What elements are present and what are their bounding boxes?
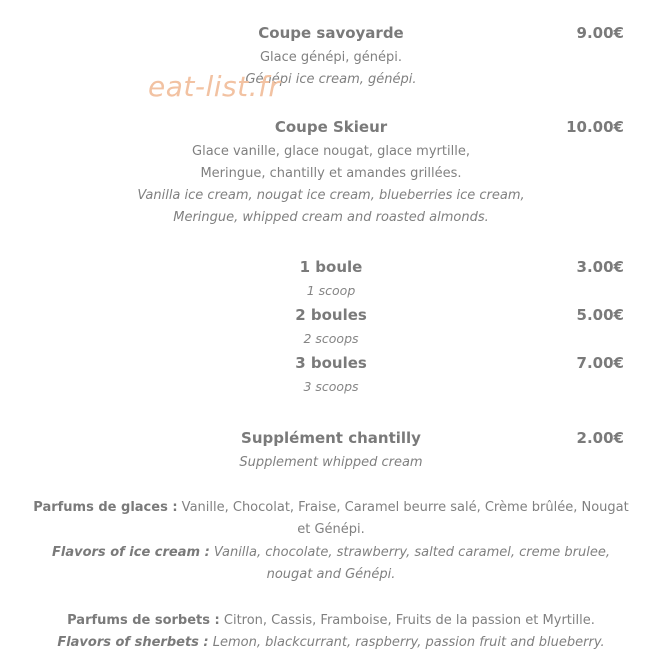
- sorbet-flavors-fr-text: Citron, Cassis, Framboise, Fruits de la passion et Myrtille.: [219, 613, 595, 628]
- ice-flavors-fr-line2: et Génépi.: [297, 522, 365, 537]
- item-description-en: 1 scoop: [306, 283, 356, 298]
- item-description-en: 2 scoops: [303, 331, 359, 346]
- item-price: 7.00€: [576, 354, 624, 372]
- sorbet-flavors-fr: [0, 613, 652, 628]
- item-description-en: Vanilla ice cream, nougat ice cream, blueberries ice cream,: [137, 188, 525, 203]
- item-description-en: Génépi ice cream, génépi.: [245, 72, 417, 87]
- ice-flavors-fr-label: Parfums de glaces :: [33, 500, 178, 515]
- item-price: 10.00€: [566, 118, 624, 136]
- item-description-en: Meringue, whipped cream and roasted almonds.: [173, 210, 489, 225]
- ice-flavors-en-line2: nougat and Génépi.: [266, 567, 396, 582]
- sorbet-flavors-en-label: Flavors of sherbets :: [57, 635, 209, 650]
- item-price: 2.00€: [576, 429, 624, 447]
- ice-flavors-fr-text: Vanille, Chocolat, Fraise, Caramel beurre salé, Crème brûlée, Nougat: [177, 500, 629, 515]
- item-price: 5.00€: [576, 306, 624, 324]
- item-price: 9.00€: [576, 24, 624, 42]
- item-title: 3 boules: [295, 354, 367, 372]
- item-title: Supplément chantilly: [241, 429, 421, 447]
- item-description-fr: Glace génépi, génépi.: [259, 50, 403, 65]
- item-title: 1 boule: [299, 258, 363, 276]
- ice-flavors-en-text: Vanilla, chocolate, strawberry, salted caramel, creme brulee,: [209, 545, 610, 560]
- item-description-fr: Meringue, chantilly et amandes grillées.: [200, 166, 462, 181]
- ice-flavors-en-label: Flavors of ice cream :: [52, 545, 210, 560]
- item-title: Coupe Skieur: [274, 118, 388, 136]
- ice-flavors-en-line1: [0, 545, 652, 560]
- item-description-fr: Glace vanille, glace nougat, glace myrtille,: [192, 144, 470, 159]
- ice-flavors-fr-line1: [0, 500, 652, 515]
- sorbet-flavors-fr-label: Parfums de sorbets :: [67, 613, 220, 628]
- sorbet-flavors-en: [0, 635, 652, 650]
- item-description-en: Supplement whipped cream: [239, 455, 423, 470]
- item-price: 3.00€: [576, 258, 624, 276]
- item-description-en: 3 scoops: [303, 379, 359, 394]
- item-title: Coupe savoyarde: [258, 24, 404, 42]
- watermark: eat-list.fr: [148, 70, 281, 103]
- sorbet-flavors-en-text: Lemon, blackcurrant, raspberry, passion fruit and blueberry.: [208, 635, 605, 650]
- item-title: 2 boules: [295, 306, 367, 324]
